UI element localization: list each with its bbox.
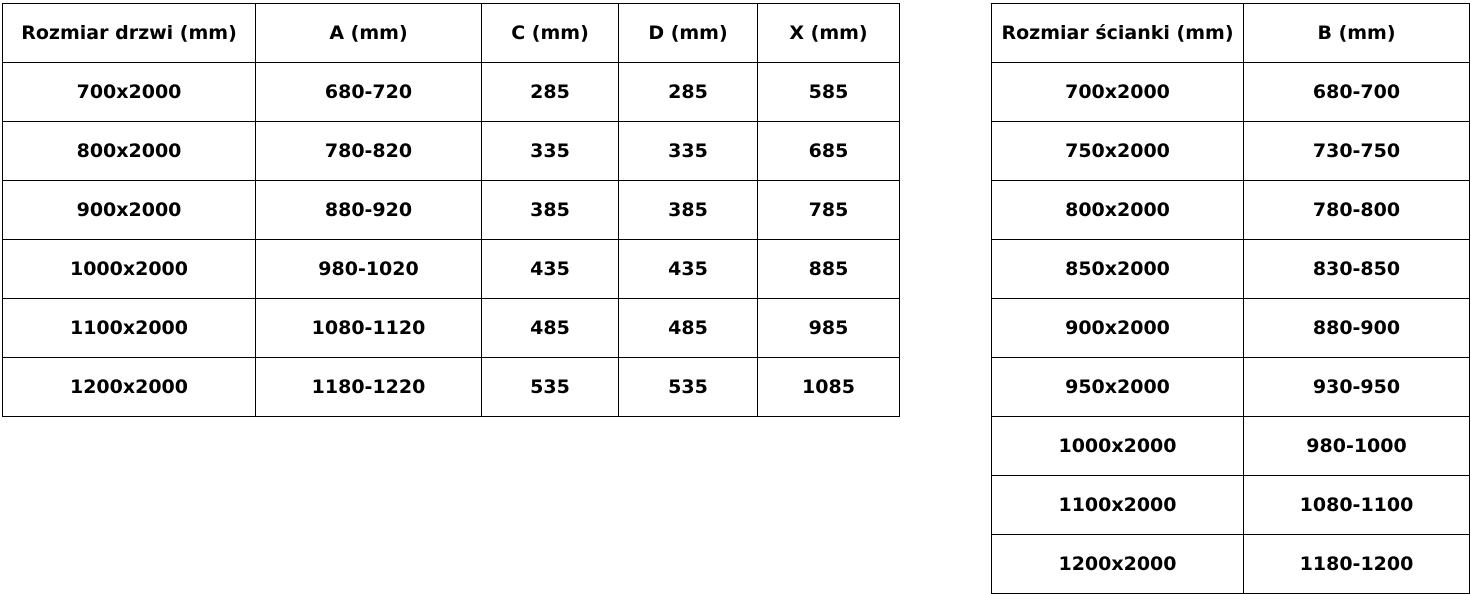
table-row — [3, 122, 900, 181]
table-row — [992, 181, 1470, 240]
column-header-x: X (mm) — [758, 4, 900, 63]
table-row — [992, 240, 1470, 299]
table-row — [992, 358, 1470, 417]
cell-c: 435 — [482, 240, 619, 299]
cell-c: 335 — [482, 122, 619, 181]
table-row — [3, 181, 900, 240]
column-header-wall-size: Rozmiar ścianki (mm) — [992, 4, 1244, 63]
cell-c: 285 — [482, 63, 619, 122]
cell-c: 485 — [482, 299, 619, 358]
table-header-row — [3, 4, 900, 63]
column-header-b: B (mm) — [1244, 4, 1470, 63]
table-row — [3, 299, 900, 358]
cell-door-size: 800x2000 — [3, 122, 256, 181]
cell-x: 985 — [758, 299, 900, 358]
table-row — [992, 417, 1470, 476]
cell-wall-size: 1100x2000 — [992, 476, 1244, 535]
cell-door-size: 700x2000 — [3, 63, 256, 122]
table-row — [992, 122, 1470, 181]
table-row — [992, 299, 1470, 358]
cell-b: 980-1000 — [1244, 417, 1470, 476]
cell-b: 880-900 — [1244, 299, 1470, 358]
cell-x: 685 — [758, 122, 900, 181]
cell-door-size: 1200x2000 — [3, 358, 256, 417]
cell-a: 1180-1220 — [256, 358, 482, 417]
cell-wall-size: 750x2000 — [992, 122, 1244, 181]
column-header-c: C (mm) — [482, 4, 619, 63]
wall-dimensions-table — [991, 3, 1470, 594]
cell-wall-size: 950x2000 — [992, 358, 1244, 417]
cell-wall-size: 1200x2000 — [992, 535, 1244, 594]
cell-x: 585 — [758, 63, 900, 122]
cell-b: 930-950 — [1244, 358, 1470, 417]
column-header-d: D (mm) — [619, 4, 758, 63]
cell-b: 1080-1100 — [1244, 476, 1470, 535]
cell-c: 385 — [482, 181, 619, 240]
cell-a: 780-820 — [256, 122, 482, 181]
cell-d: 535 — [619, 358, 758, 417]
table-row — [3, 63, 900, 122]
column-header-door-size: Rozmiar drzwi (mm) — [3, 4, 256, 63]
table-row — [992, 63, 1470, 122]
cell-b: 680-700 — [1244, 63, 1470, 122]
cell-wall-size: 800x2000 — [992, 181, 1244, 240]
cell-b: 730-750 — [1244, 122, 1470, 181]
doors-dimensions-table — [2, 3, 900, 417]
cell-a: 680-720 — [256, 63, 482, 122]
cell-wall-size: 1000x2000 — [992, 417, 1244, 476]
cell-x: 885 — [758, 240, 900, 299]
cell-door-size: 1100x2000 — [3, 299, 256, 358]
table-row — [992, 535, 1470, 594]
cell-d: 385 — [619, 181, 758, 240]
column-header-a: A (mm) — [256, 4, 482, 63]
table-header-row — [992, 4, 1470, 63]
table-row — [992, 476, 1470, 535]
cell-a: 1080-1120 — [256, 299, 482, 358]
cell-c: 535 — [482, 358, 619, 417]
cell-wall-size: 850x2000 — [992, 240, 1244, 299]
cell-d: 335 — [619, 122, 758, 181]
cell-d: 285 — [619, 63, 758, 122]
cell-a: 880-920 — [256, 181, 482, 240]
cell-door-size: 1000x2000 — [3, 240, 256, 299]
cell-d: 435 — [619, 240, 758, 299]
cell-b: 780-800 — [1244, 181, 1470, 240]
cell-x: 1085 — [758, 358, 900, 417]
table-row — [3, 358, 900, 417]
cell-wall-size: 700x2000 — [992, 63, 1244, 122]
cell-b: 830-850 — [1244, 240, 1470, 299]
table-row — [3, 240, 900, 299]
cell-door-size: 900x2000 — [3, 181, 256, 240]
cell-d: 485 — [619, 299, 758, 358]
cell-x: 785 — [758, 181, 900, 240]
cell-b: 1180-1200 — [1244, 535, 1470, 594]
cell-wall-size: 900x2000 — [992, 299, 1244, 358]
cell-a: 980-1020 — [256, 240, 482, 299]
